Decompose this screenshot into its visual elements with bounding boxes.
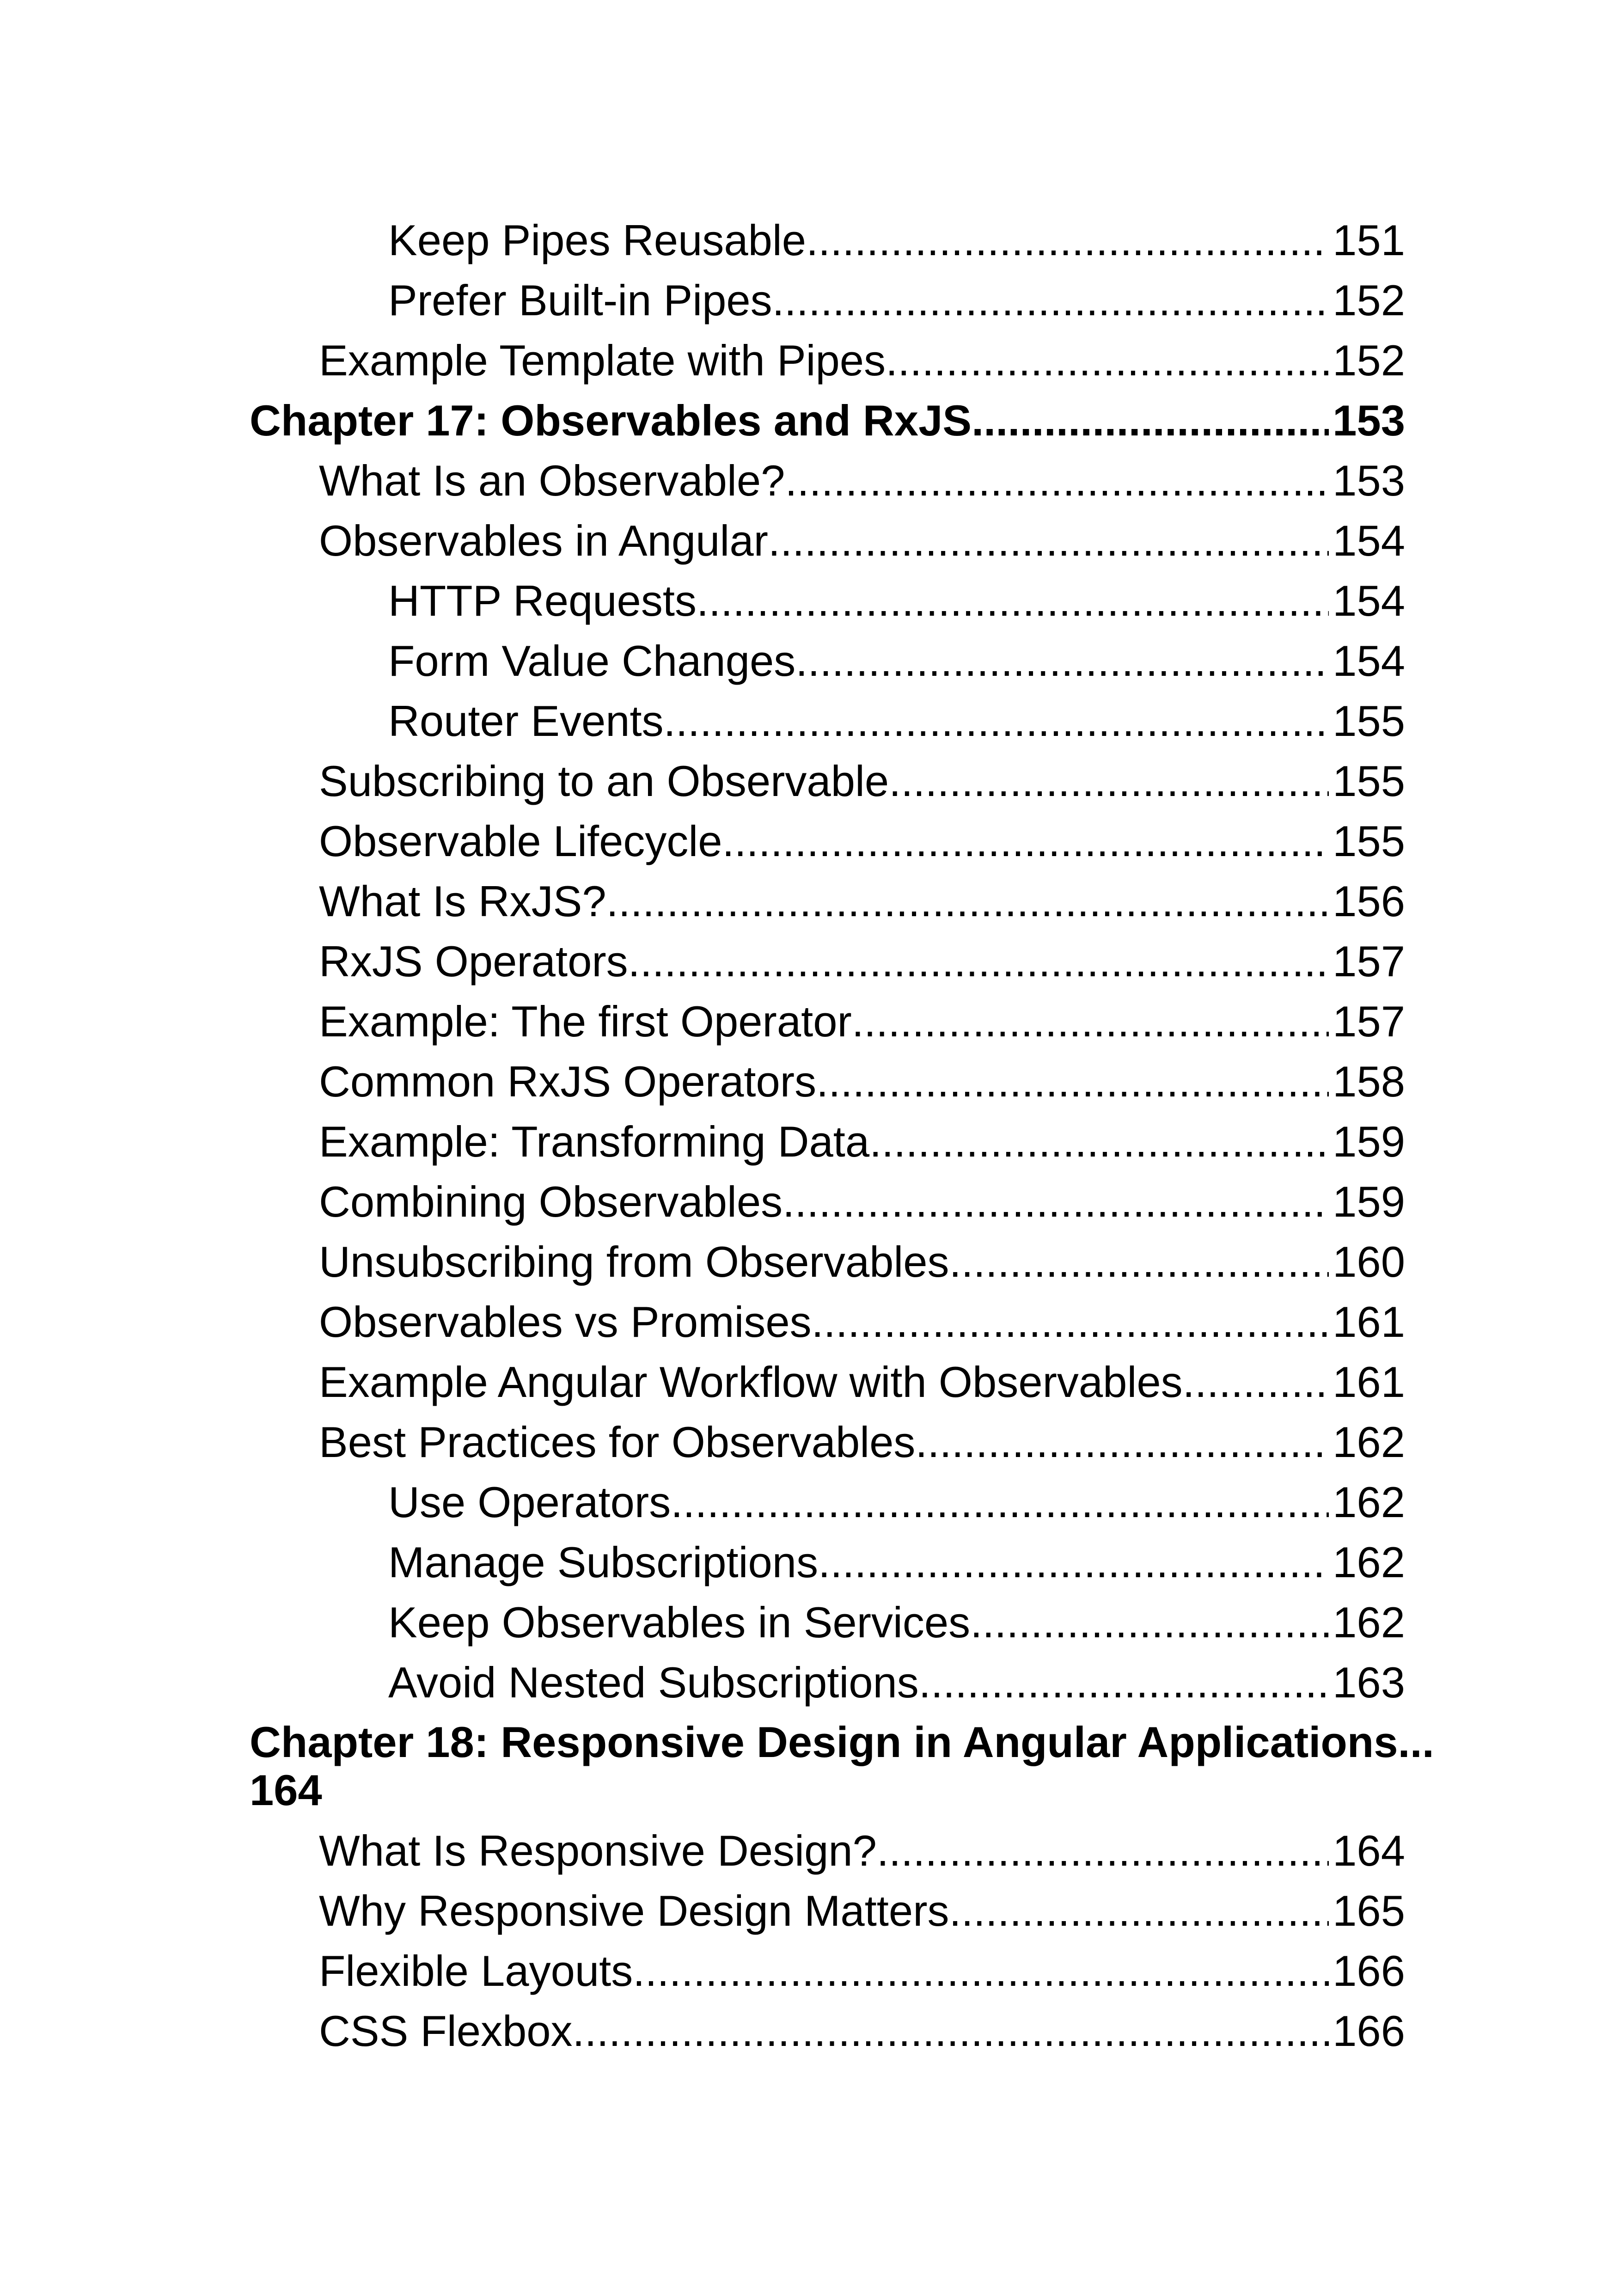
toc-entry[interactable] bbox=[250, 1653, 1405, 1713]
toc-entry[interactable] bbox=[250, 1472, 1405, 1532]
toc-entry[interactable] bbox=[250, 1052, 1405, 1112]
dot-leader bbox=[812, 1292, 1329, 1352]
dot-leader bbox=[915, 1412, 1329, 1472]
dot-leader bbox=[795, 631, 1329, 691]
toc-entry-page: 161 bbox=[1333, 1358, 1405, 1406]
dot-leader bbox=[783, 1172, 1329, 1232]
toc-entry-title: Subscribing to an Observable bbox=[319, 757, 889, 805]
dot-leader bbox=[806, 210, 1329, 270]
dot-leader bbox=[886, 331, 1329, 391]
toc-entry-page: 161 bbox=[1333, 1298, 1405, 1346]
dot-leader bbox=[949, 1881, 1329, 1941]
dot-leader bbox=[633, 1941, 1329, 2001]
toc-entry[interactable] bbox=[250, 451, 1405, 511]
toc-entry-title: Example Template with Pipes bbox=[319, 336, 886, 385]
toc-entry[interactable] bbox=[250, 511, 1405, 571]
dot-leader bbox=[628, 931, 1329, 992]
toc-entry-page: 159 bbox=[1333, 1177, 1405, 1226]
toc-entry-title: Example: Transforming Data bbox=[319, 1117, 870, 1166]
toc-entry-page: 162 bbox=[1333, 1418, 1405, 1466]
toc-entry-title: Prefer Built-in Pipes bbox=[388, 276, 772, 325]
dot-leader bbox=[606, 871, 1329, 931]
dot-leader bbox=[664, 691, 1329, 751]
toc-entry[interactable] bbox=[250, 210, 1405, 270]
toc-entry[interactable] bbox=[250, 331, 1405, 391]
dot-leader bbox=[1183, 1352, 1329, 1412]
toc-entry-title: Keep Observables in Services bbox=[388, 1598, 971, 1647]
toc-entry[interactable] bbox=[250, 1941, 1405, 2001]
dot-leader bbox=[970, 1592, 1329, 1653]
dot-leader bbox=[852, 992, 1329, 1052]
toc-entry-title: Flexible Layouts bbox=[319, 1947, 633, 1995]
toc-entry-title: What Is RxJS? bbox=[319, 877, 606, 925]
toc-entry-title: Observable Lifecycle bbox=[319, 817, 722, 865]
toc-entry-page: 156 bbox=[1333, 877, 1405, 925]
toc-entry-page: 157 bbox=[1333, 997, 1405, 1046]
toc-entry[interactable] bbox=[250, 1112, 1405, 1172]
toc-entry-title: CSS Flexbox bbox=[319, 2007, 573, 2055]
dot-leader bbox=[573, 2001, 1329, 2061]
toc-entry[interactable] bbox=[250, 751, 1405, 811]
toc-chapter-title: Chapter 17: Observables and RxJS bbox=[250, 396, 972, 445]
toc-entry-title: Observables vs Promises bbox=[319, 1298, 812, 1346]
toc-entry[interactable] bbox=[250, 1881, 1405, 1941]
toc-entry-page: 165 bbox=[1333, 1886, 1405, 1935]
toc-entry-title: Use Operators bbox=[388, 1478, 671, 1526]
toc-entry-page: 162 bbox=[1333, 1478, 1405, 1526]
toc-entry[interactable] bbox=[250, 2001, 1405, 2061]
toc-entry-page: 152 bbox=[1333, 276, 1405, 325]
toc-entry[interactable] bbox=[250, 1821, 1405, 1881]
toc-entry-page: 158 bbox=[1333, 1057, 1405, 1106]
toc-entry-page: 166 bbox=[1333, 2007, 1405, 2055]
toc-entry-title: Form Value Changes bbox=[388, 637, 796, 685]
toc-entry[interactable] bbox=[250, 1172, 1405, 1232]
toc-entry[interactable] bbox=[250, 1532, 1405, 1592]
toc-entry-page: 164 bbox=[1333, 1826, 1405, 1875]
dot-leader bbox=[818, 1532, 1329, 1592]
toc-entry-title: RxJS Operators bbox=[319, 937, 628, 986]
toc-entry-title: Unsubscribing from Observables bbox=[319, 1237, 949, 1286]
toc-entry-title: Example Angular Workflow with Observables bbox=[319, 1358, 1183, 1406]
toc-entry-page: 157 bbox=[1333, 937, 1405, 986]
toc-entry[interactable] bbox=[250, 811, 1405, 871]
toc-chapter-page: 164 bbox=[250, 1766, 322, 1814]
dot-leader bbox=[816, 1052, 1329, 1112]
toc-entry[interactable] bbox=[250, 270, 1405, 331]
toc-entry-title: Common RxJS Operators bbox=[319, 1057, 817, 1106]
toc-entry-page: 151 bbox=[1333, 216, 1405, 264]
toc-entry-title: Example: The first Operator bbox=[319, 997, 852, 1046]
toc-chapter-title: Chapter 18: Responsive Design in Angular Applications... bbox=[250, 1718, 1434, 1766]
toc-entry-title: HTTP Requests bbox=[388, 576, 697, 625]
toc-entry-page: 153 bbox=[1333, 456, 1405, 505]
toc-entry[interactable] bbox=[250, 992, 1405, 1052]
dot-leader bbox=[697, 571, 1329, 631]
toc-entry-title: What Is Responsive Design? bbox=[319, 1826, 877, 1875]
dot-leader bbox=[785, 451, 1329, 511]
dot-leader bbox=[768, 511, 1329, 571]
dot-leader bbox=[869, 1112, 1329, 1172]
toc-entry[interactable] bbox=[250, 871, 1405, 931]
toc-entry-title: Combining Observables bbox=[319, 1177, 783, 1226]
toc-entry-title: Observables in Angular bbox=[319, 516, 768, 565]
toc-entry-title: Keep Pipes Reusable bbox=[388, 216, 807, 264]
toc-entry-title: Manage Subscriptions bbox=[388, 1538, 819, 1586]
toc-entry-page: 155 bbox=[1333, 817, 1405, 865]
toc-entry-page: 155 bbox=[1333, 697, 1405, 745]
toc-entry-title: What Is an Observable? bbox=[319, 456, 785, 505]
toc-entry-page: 154 bbox=[1333, 637, 1405, 685]
dot-leader bbox=[722, 811, 1329, 871]
toc-entry-page: 159 bbox=[1333, 1117, 1405, 1166]
toc-chapter-page: 153 bbox=[1333, 396, 1405, 445]
toc-entry-page: 166 bbox=[1333, 1947, 1405, 1995]
toc-entry[interactable] bbox=[250, 631, 1405, 691]
toc-entry-page: 162 bbox=[1333, 1598, 1405, 1647]
table-of-contents bbox=[250, 210, 1434, 2061]
toc-entry[interactable] bbox=[250, 1232, 1405, 1292]
dot-leader bbox=[949, 1232, 1329, 1292]
toc-entry-title: Best Practices for Observables bbox=[319, 1418, 916, 1466]
toc-chapter-entry[interactable] bbox=[250, 391, 1405, 451]
toc-entry[interactable] bbox=[250, 931, 1405, 992]
dot-leader bbox=[772, 270, 1329, 331]
toc-entry-title: Avoid Nested Subscriptions bbox=[388, 1658, 919, 1707]
toc-entry-title: Why Responsive Design Matters bbox=[319, 1886, 949, 1935]
toc-entry[interactable] bbox=[250, 691, 1405, 751]
toc-entry-page: 154 bbox=[1333, 516, 1405, 565]
toc-entry-page: 152 bbox=[1333, 336, 1405, 385]
toc-entry-page: 155 bbox=[1333, 757, 1405, 805]
dot-leader bbox=[889, 751, 1329, 811]
dot-leader bbox=[972, 391, 1329, 451]
toc-entry-page: 163 bbox=[1333, 1658, 1405, 1707]
toc-entry[interactable] bbox=[250, 1592, 1405, 1653]
dot-leader bbox=[671, 1472, 1329, 1532]
toc-entry[interactable] bbox=[250, 1412, 1405, 1472]
toc-entry-page: 154 bbox=[1333, 576, 1405, 625]
toc-entry-page: 162 bbox=[1333, 1538, 1405, 1586]
toc-entry-page: 160 bbox=[1333, 1237, 1405, 1286]
dot-leader bbox=[877, 1821, 1329, 1881]
toc-entry[interactable] bbox=[250, 1292, 1405, 1352]
toc-entry[interactable] bbox=[250, 571, 1405, 631]
toc-entry[interactable] bbox=[250, 1352, 1405, 1412]
toc-chapter-entry[interactable] bbox=[250, 1713, 1434, 1821]
toc-entry-title: Router Events bbox=[388, 697, 664, 745]
dot-leader bbox=[919, 1653, 1329, 1713]
